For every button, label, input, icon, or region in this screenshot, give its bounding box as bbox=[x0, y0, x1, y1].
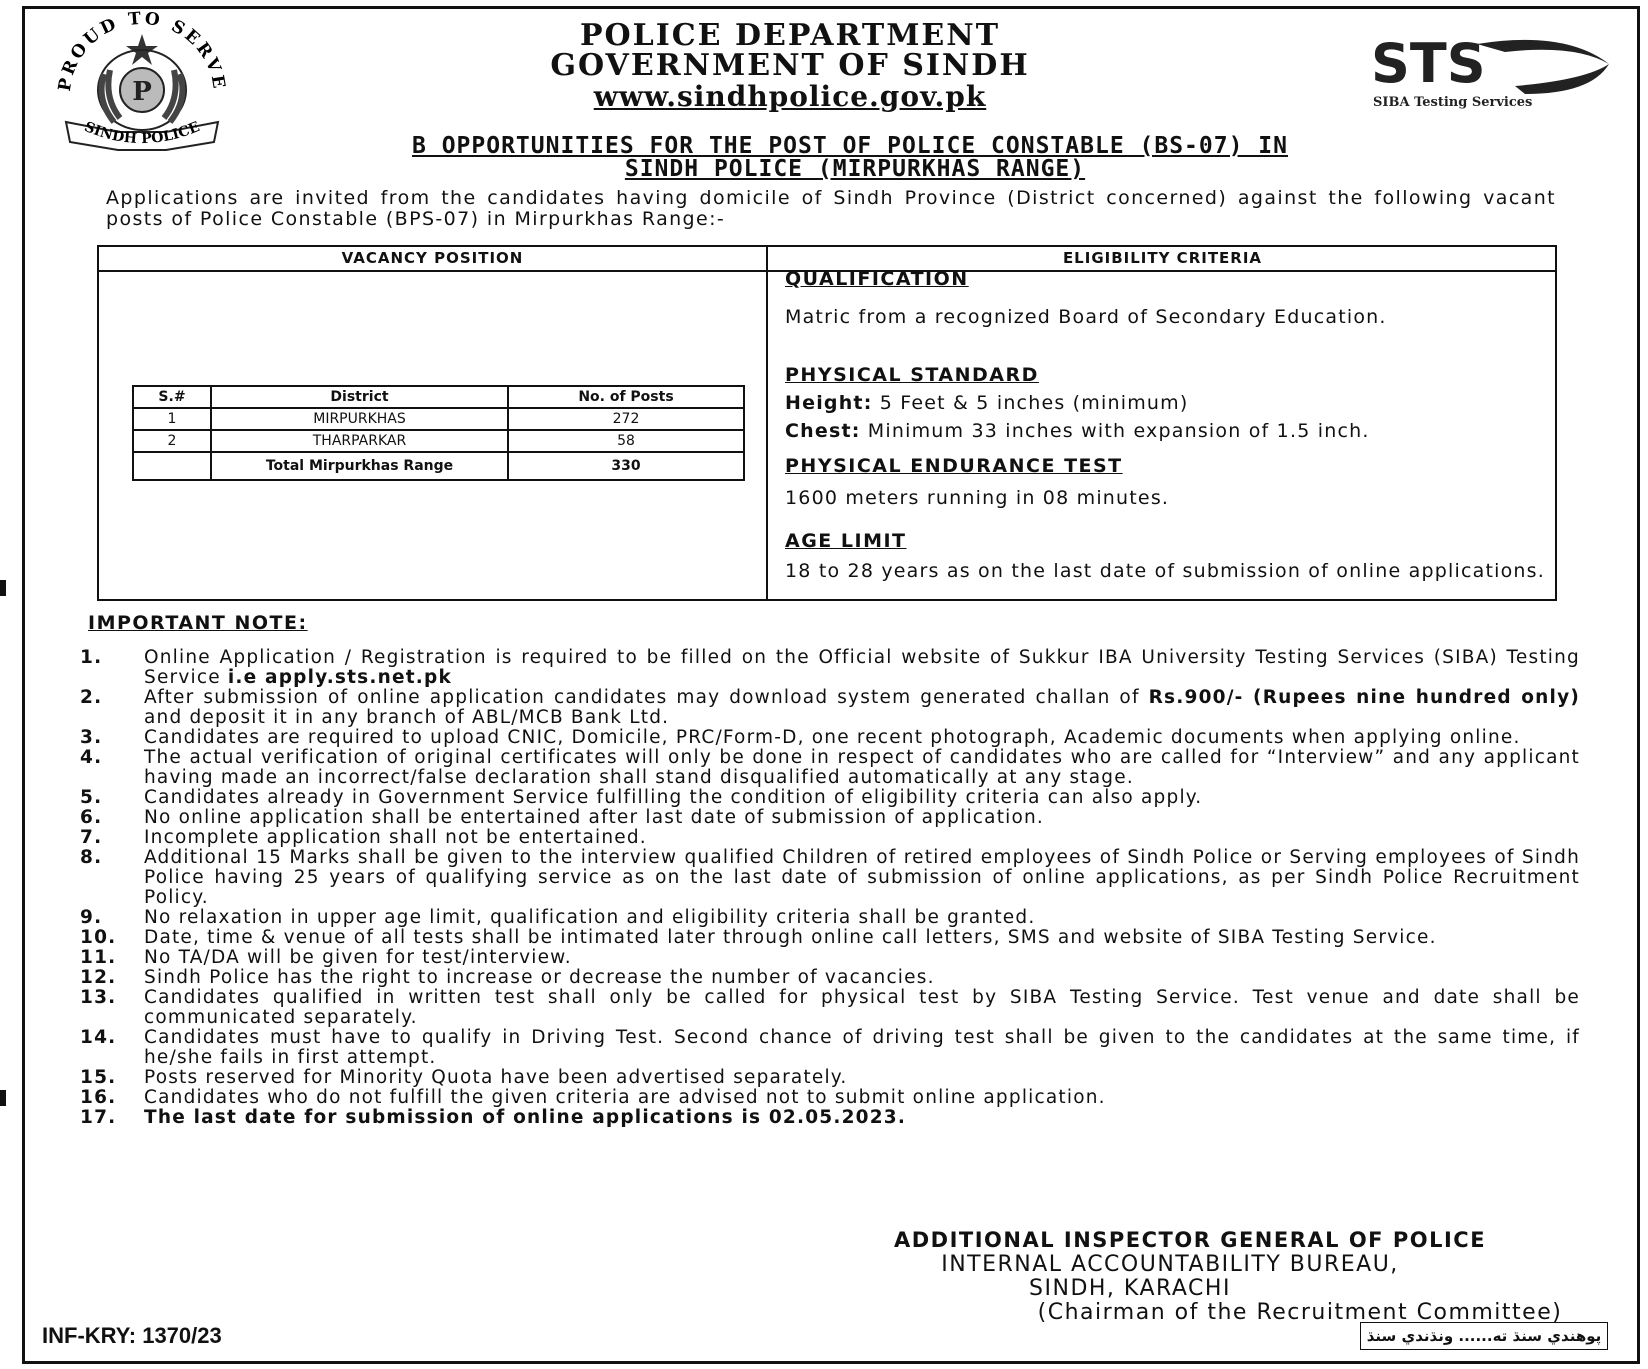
row-sno: 2 bbox=[133, 430, 211, 452]
signatory-title: ADDITIONAL INSPECTOR GENERAL OF POLICE bbox=[893, 1228, 1487, 1252]
endurance-text: 1600 meters running in 08 minutes. bbox=[785, 487, 1170, 509]
vacancy-position-heading: VACANCY POSITION bbox=[341, 249, 524, 267]
sindh-police-emblem-icon bbox=[48, 4, 236, 164]
total-blank bbox=[133, 452, 211, 480]
list-item: 3. Candidates are required to upload CNIC, Domicile, PRC/Form-D, one recent photograph, Academic documents when applying online. bbox=[80, 727, 1521, 748]
chest-value: Minimum 33 inches with expansion of 1.5 inch. bbox=[867, 420, 1370, 442]
col-posts-header: No. of Posts bbox=[508, 386, 744, 408]
list-item: 1. Online Application / Registration is required to be filled on the Official website of Sukkur IBA University Testing Services (SIBA) Testing Service i.e apply.sts.net.pk bbox=[80, 647, 1580, 688]
advert-title-line1: B OPPORTUNITIES FOR THE POST OF POLICE CONSTABLE (BS-07) IN bbox=[412, 133, 1288, 159]
chest-label: Chest: bbox=[785, 420, 861, 442]
inf-number: INF-KRY: 1370/23 bbox=[42, 1323, 222, 1348]
table-row bbox=[133, 408, 744, 430]
list-item: 14. Candidates must have to qualify in Driving Test. Second chance of driving test shall be given to the candidates at the same time, if he/she fails in first attempt. bbox=[80, 1027, 1580, 1068]
height-row bbox=[785, 392, 1545, 414]
list-item: 12. Sindh Police has the right to increase or decrease the number of vacancies. bbox=[80, 967, 935, 988]
list-item: 11. No TA/DA will be given for test/interview. bbox=[80, 947, 572, 968]
list-item: 6. No online application shall be entertained after last date of submission of application. bbox=[80, 807, 1045, 828]
intro-paragraph: Applications are invited from the candidates having domicile of Sindh Province (District concerned) against the following vacant posts of Police Constable (BPS-07) in Mirpurkhas Range:- bbox=[106, 187, 1556, 230]
qualification-heading: QUALIFICATION bbox=[785, 268, 969, 290]
vacancy-table bbox=[132, 385, 745, 481]
website-link[interactable]: www.sindhpolice.gov.pk bbox=[593, 80, 987, 113]
eligibility-criteria-heading: ELIGIBILITY CRITERIA bbox=[1062, 249, 1263, 267]
row-district: THARPARKAR bbox=[211, 430, 508, 452]
svg-text:P: P bbox=[132, 77, 152, 107]
sts-logo-subtext: SIBA Testing Services bbox=[1373, 95, 1533, 110]
list-item: 16. Candidates who do not fulfill the given criteria are advised not to submit online application. bbox=[80, 1087, 1106, 1108]
chest-row bbox=[785, 420, 1545, 442]
row-posts: 272 bbox=[508, 408, 744, 430]
list-item: 8. Additional 15 Marks shall be given to the interview qualified Children of retired employees of Sindh Police or Serving employees of Sindh Police having 25 years of qualifying service as on the last date of submission of online applications, as per Sindh Police Recruitment Policy. bbox=[80, 847, 1580, 908]
list-item: 5. Candidates already in Government Service fulfilling the condition of eligibility criteria can also apply. bbox=[80, 787, 1203, 808]
edge-mark bbox=[0, 580, 6, 596]
signatory-location: SINDH, KARACHI bbox=[1029, 1276, 1231, 1301]
list-item: 7. Incomplete application shall not be entertained. bbox=[80, 827, 647, 848]
col-sno-header: S.# bbox=[133, 386, 211, 408]
column-divider bbox=[766, 247, 768, 599]
table-header-row bbox=[133, 386, 744, 408]
list-item: 13. Candidates qualified in written test shall only be called for physical test by SIBA Testing Service. Test venue and date shall be communicated separately. bbox=[80, 987, 1580, 1028]
signatory-bureau: INTERNAL ACCOUNTABILITY BUREAU, bbox=[941, 1252, 1399, 1277]
table-total-row bbox=[133, 452, 744, 480]
list-item: 2. After submission of online application candidates may download system generated challan of Rs.900/- (Rupees nine hundred only) and deposit it in any branch of ABL/MCB Bank Ltd. bbox=[80, 687, 1580, 728]
important-note-heading: IMPORTANT NOTE: bbox=[88, 612, 308, 634]
col-district-header: District bbox=[211, 386, 508, 408]
signatory-role: (Chairman of the Recruitment Committee) bbox=[1037, 1300, 1563, 1325]
age-limit-heading: AGE LIMIT bbox=[785, 530, 907, 552]
qualification-text: Matric from a recognized Board of Secondary Education. bbox=[785, 306, 1387, 328]
list-item: 4. The actual verification of original certificates will only be done in respect of candidates who are called for “Interview” and any applicant having made an incorrect/false declaration shall stand disqualified automatically at any stage. bbox=[80, 747, 1580, 788]
department-heading: POLICE DEPARTMENT bbox=[579, 18, 1001, 53]
list-item: 10. Date, time & venue of all tests shall be intimated later through online call letters, SMS and website of SIBA Testing Service. bbox=[80, 927, 1437, 948]
emblem-bottom-text: SINDH POLICE bbox=[81, 119, 203, 148]
table-row bbox=[133, 430, 744, 452]
sts-logo-icon bbox=[1365, 24, 1615, 114]
government-heading: GOVERNMENT OF SINDH bbox=[550, 48, 1030, 83]
list-item: 15. Posts reserved for Minority Quota have been advertised separately. bbox=[80, 1067, 848, 1088]
row-posts: 58 bbox=[508, 430, 744, 452]
edge-mark bbox=[0, 1090, 6, 1106]
urdu-stamp: پوھندي سنڌ ته...... ونڌندي سنڌ bbox=[1360, 1322, 1608, 1350]
endurance-heading: PHYSICAL ENDURANCE TEST bbox=[785, 455, 1123, 477]
advert-title-line2: SINDH POLICE (MIRPURKHAS RANGE) bbox=[624, 156, 1086, 182]
row-district: MIRPURKHAS bbox=[211, 408, 508, 430]
height-value: 5 Feet & 5 inches (minimum) bbox=[879, 392, 1189, 414]
list-item: 17. The last date for submission of online applications is 02.05.2023. bbox=[80, 1107, 907, 1128]
total-value: 330 bbox=[508, 452, 744, 480]
physical-standard-heading: PHYSICAL STANDARD bbox=[785, 364, 1039, 386]
total-label: Total Mirpurkhas Range bbox=[211, 452, 508, 480]
row-sno: 1 bbox=[133, 408, 211, 430]
sts-logo-text: STS bbox=[1371, 32, 1486, 95]
list-item: 9. No relaxation in upper age limit, qualification and eligibility criteria shall be granted. bbox=[80, 907, 1036, 928]
emblem-top-text: PROUD TO SERVE bbox=[54, 8, 230, 93]
notes-list bbox=[80, 648, 1580, 1128]
height-label: Height: bbox=[785, 392, 873, 414]
age-limit-text: 18 to 28 years as on the last date of submission of online applications. bbox=[785, 560, 1545, 582]
